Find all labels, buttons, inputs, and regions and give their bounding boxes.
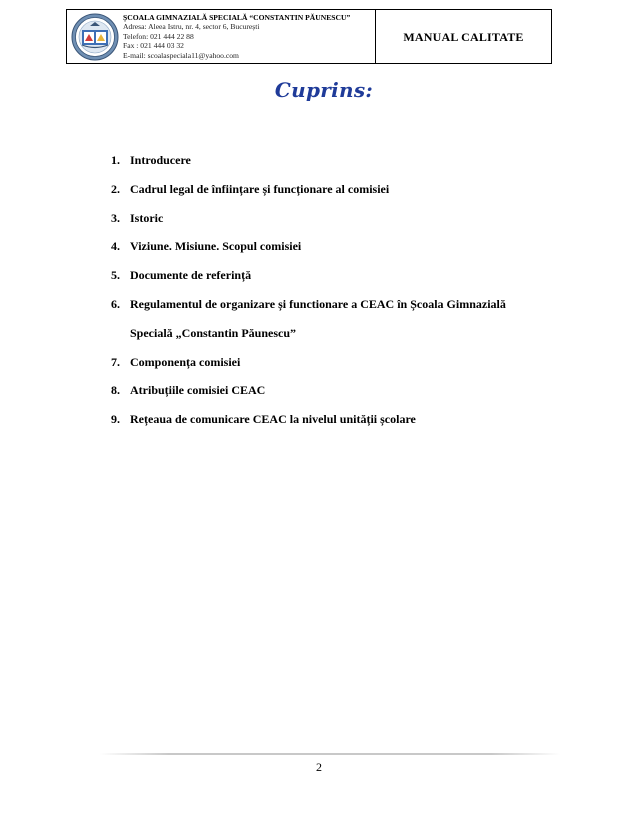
school-contact-block (123, 13, 373, 60)
school-phone: Telefon: 021 444 22 88 (123, 31, 194, 41)
manual-title-cell (376, 10, 551, 63)
toc-item-text: Documente de referință (130, 268, 252, 283)
table-of-contents (111, 146, 551, 434)
school-email: E-mail: scoalaspeciala11@yahoo.com (123, 50, 239, 60)
toc-item (111, 261, 551, 290)
school-info-cell (67, 10, 376, 63)
toc-item (111, 146, 551, 175)
footer-divider (100, 753, 560, 755)
toc-item-text: Regulamentul de organizare și functionare a CEAC în Școala Gimnazială (130, 296, 506, 311)
toc-item-number: 7. (111, 354, 120, 369)
toc-item-text: Introducere (130, 153, 191, 167)
toc-item-text: Istoric (130, 210, 164, 225)
school-fax: Fax : 021 444 03 32 (123, 41, 184, 51)
toc-item (111, 204, 551, 233)
toc-item-text: Componența comisiei (130, 354, 241, 369)
toc-item (111, 376, 551, 405)
manual-title: MANUAL CALITATE (403, 30, 524, 44)
page-title: Cuprins: (274, 78, 374, 102)
toc-item-number: 6. (111, 296, 120, 311)
page-number: 2 (316, 760, 322, 774)
page-heading-container (0, 78, 638, 102)
toc-item (111, 232, 551, 261)
toc-item-number: 2. (111, 181, 120, 196)
school-name: ȘCOALA GIMNAZIALĂ SPECIALĂ “CONSTANTIN PĂUNESCU” (123, 13, 351, 22)
toc-item-text: Rețeaua de comunicare CEAC la nivelul unității școlare (130, 412, 416, 427)
toc-item-number: 4. (111, 239, 120, 254)
school-emblem-icon (71, 13, 119, 61)
school-address: Adresa: Aleea Istru, nr. 4, sector 6, București (123, 22, 260, 32)
toc-item (111, 405, 551, 434)
toc-item-text: Viziune. Misiune. Scopul comisiei (130, 239, 302, 254)
document-header (66, 9, 552, 64)
toc-item-text: Specială „Constantin Păunescu” (130, 325, 297, 340)
toc-item-number: 1. (111, 153, 120, 167)
toc-item-text: Atribuțiile comisiei CEAC (130, 383, 266, 398)
toc-item-text: Cadrul legal de înființare și funcționare al comisiei (130, 181, 390, 196)
toc-item-number: 5. (111, 268, 120, 283)
toc-item (111, 348, 551, 377)
toc-item-number: 3. (111, 210, 120, 225)
toc-item-number: 8. (111, 383, 120, 398)
toc-item (111, 175, 551, 204)
toc-item-number: 9. (111, 412, 120, 427)
toc-item (111, 290, 551, 348)
